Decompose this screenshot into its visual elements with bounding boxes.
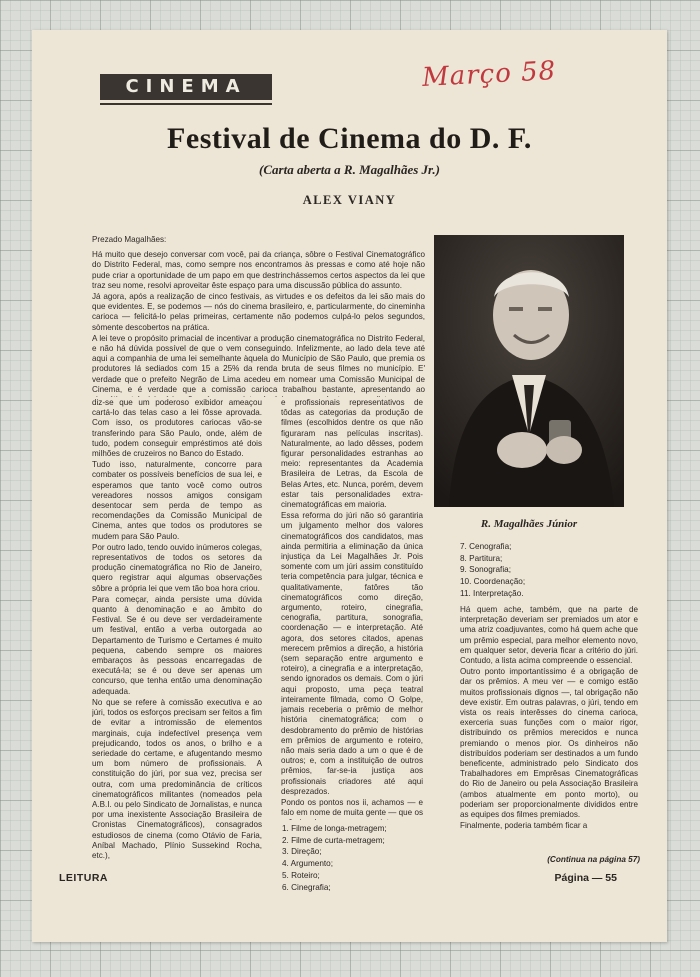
article-title: Festival de Cinema do D. F. <box>167 122 532 155</box>
paragraph: Finalmente, poderia também ficar a <box>460 821 588 831</box>
list-item: 5. Roteiro; <box>282 870 320 880</box>
list-item: 6. Cinegrafia; <box>282 882 331 892</box>
list-item: 7. Cenografia; <box>460 542 512 551</box>
photo-caption: R. Magalhães Júnior <box>480 518 578 530</box>
text-column-1 <box>92 398 262 866</box>
paragraph: Já agora, após a realização de cinco festivais, as virtudes e os defeitos da lei são mais do que evidentes. E, se podemos — nós do cinema brasileiro, e, particularmente, do cineminha carioca — felicitá-lo pelas primeiras, certamente não podemos culpá-lo pelos segundos, sòmente descobertos na prática. <box>92 292 425 332</box>
portrait-photo <box>434 235 624 507</box>
list-item: 2. Filme de curta-metragem; <box>282 835 385 845</box>
list-item: 11. Interpretação. <box>460 588 524 598</box>
magazine-page <box>32 30 667 942</box>
article-author: ALEX VIANY <box>302 193 397 207</box>
page-number: Página — 55 <box>554 872 617 884</box>
handwritten-date-note: Março 58 <box>421 56 557 93</box>
paragraph: No que se refere à comissão executiva e ao júri, todos os esforços precisam ser feitos a fim de evitar a intromissão de elementos marginais, cuja indefectível presença vem prejudicando, todos os anos, o brilho e a seriedade do certame, e afugentando mesmo um bom número de profissionais. A constituição do júri, por sua vez, precisa ser outra, com uma predominância de críticos cinematográficos militantes (nomeados pela A.B.I. ou pelo Sindicato de Jornalistas, e nunca por uma inexistente Associação Brasileira de Cronistas Cinematográficos), consagrados estudiosos de cinema (como Otávio de Faria, Aníbal Machado, Plínio Sussekind Rocha, etc.), <box>92 697 262 860</box>
paragraph: Por outro lado, tendo ouvido inúmeros colegas, representativos de todos os setores da produção cinematográfica no Rio de Janeiro, quero registrar aqui algumas observações sôbre a própria lei que vem tão boa hora criou. <box>92 542 262 593</box>
magazine-name: LEITURA <box>59 872 108 884</box>
paragraph: A lei teve o propósito primacial de incentivar a produção cinematográfica no Distrito Federal, e não há dúvida possível de que o vem conseguindo. Infelizmente, ao lado dela teve até aqui a companhia de uma lei semelhante àquela do Município de São Paulo, que premia os produtores lá sediados com 15 a 25% da renda bruta de seus filmes no município. E' verdade que o prefeito Negrão de Lima acedeu em nomear uma Comissão Municipal de Cinema, e é verdade que a comissão carioca trabalhou bastante, apresentando ao <box>92 333 425 394</box>
article-subtitle: (Carta aberta a R. Magalhães Jr.) <box>259 162 440 177</box>
list-item: 3. Direção; <box>282 847 322 857</box>
portrait-illustration <box>434 235 624 507</box>
section-rule <box>100 103 272 105</box>
paragraph: Para começar, ainda persiste uma dúvida quanto à denominação e ao âmbito do Festival. Se é ou deve ser verdadeiramente um festival, então a verba outorgada ao Departamento de Turismo e Certames é muito pequena, cabendo sempre os maiores embaraços às pessoas encarregadas de executá-la; se é ou deve ser apenas um concurso, que tenha então uma denominação adequada. <box>92 594 262 696</box>
list-item: 4. Argumento; <box>282 859 333 869</box>
paragraph: Há quem ache, também, que na parte de interpretação deveriam ser premiados um ator e uma atriz coadjuvantes, como há quem ache que um prêmio especial, para melhor elemento novo, em qualquer setor, deveria ficar a critério do júri. Contudo, a lista acima compreende o essencial. <box>460 605 638 666</box>
salutation: Prezado Magalhães: <box>92 235 167 244</box>
awards-list-a <box>282 823 422 893</box>
paragraph: Essa reforma do júri não só garantiria um julgamento melhor dos valores cinematográficos dos candidatos, mas ainda permitiria a eliminação da única injustiça da Lei Magalhães Jr. Pois somente com um júri assim constituído teria competência para julgar, técnica e qualitativamente, fatôres tão cinematográficos como direção, argumento, roteiro, cinegrafia, cenografia, partitura, sonografia, coordenação — e interpretação. Até agora, dos setores citados, apenas merecem prêmios a direção, a história (sem separação entre argumento e roteiro), a cinegrafia e a interpretação, sendo ignorados os demais. Com o júri aqui proposto, uma peça teatral inteiramente filmada, como O Golpe, jamais receberia o prêmio de melhor história cinematográfica; com o desdobramento do prêmio de histórias em prêmios de argumento e roteiro, não mais seria dado a um o que é de outros; e, com a instituição de outros prêmios, far-se-ia justiça aos profissionais criadores até aqui desprezados. <box>281 511 423 796</box>
paragraph: Pondo os pontos nos ii, achamos — e falo em nome de muita gente — que os <box>281 797 423 818</box>
list-item: 9. Sonografia; <box>460 565 511 575</box>
intro-text <box>92 235 425 397</box>
paragraph: Há muito que desejo conversar com você, pai da criança, sôbre o Festival Cinematográfico do Distrito Federal, mas, como sempre nos encontramos às pressas e como até hoje não pude criar a oportunidade de um papo em que destrinchássemos certos aspectos da lei que traz seu nome, resolvi aproveitar êste espaço para uma discussão pública do assunto. <box>92 250 425 290</box>
list-item: 8. Partitura; <box>460 553 503 563</box>
paragraph: Tudo isso, naturalmente, concorre para combater os possíveis benefícios de sua lei, e esperamos que tanto você como outros vereadores nossos amigos consigam desentocar sem perda de tempo as recomendações da Comissão Municipal de Cinema, antes que todos os produtores se mudem para São Paulo. <box>92 460 262 541</box>
continuation-note: (Continua na página 57) <box>547 855 640 864</box>
paragraph: e profissionais representativos de tôdas as categorias da produção de filmes (escolhidos dentre os que não figuraram nas películas inscritas). Naturalmente, ao lado dêsses, podem figurar personalidades estranhas ao meio: representantes da Academia Brasileira de Letras, da Escola de Belas Artes, etc. Nunca, porém, devem estar tais personalidades extra-cinematográficas em maioria. <box>281 398 423 510</box>
paragraph: Outro ponto importantíssimo é a obrigação de dar os prêmios. A meu ver — e comigo estão muitos profissionais dignos —, tal obrigação não deve existir. Em outras palavras, o júri, tendo em vista os reais interêsses do cinema carioca, exerceria suas funções com o maior rigor, distribuindo os prêmios merecidos e nunca premiando o menos pior. Os dinheiros não distribuídos poderiam ser destinados a um fundo beneficente, administrado pelo Sindicato dos Trabalhadores em Emprêsas Cinematográficas do Rio de Janeiro ou pela Associação Brasileira (ambos atualmente em ponto morto), ou poderiam ser proporcionalmente divididos entre as equipes dos filmes premiados. <box>460 667 638 820</box>
section-label: CINEMA <box>100 74 272 100</box>
list-item: 10. Coordenação; <box>460 577 526 587</box>
paragraph: diz-se que um poderoso exibidor ameaçou cartá-lo das telas caso a lei fôsse aprovada. Com isso, os produtores cariocas vão-se transferindo para São Paulo, onde, além de tudo, podem conseguir empréstimos até dois milhões de cruzeiros no Banco do Estado. <box>92 398 262 459</box>
list-item: 1. Filme de longa-metragem; <box>282 824 387 833</box>
awards-list-b <box>460 541 635 600</box>
text-column-3 <box>460 605 638 853</box>
text-column-2 <box>281 398 423 820</box>
